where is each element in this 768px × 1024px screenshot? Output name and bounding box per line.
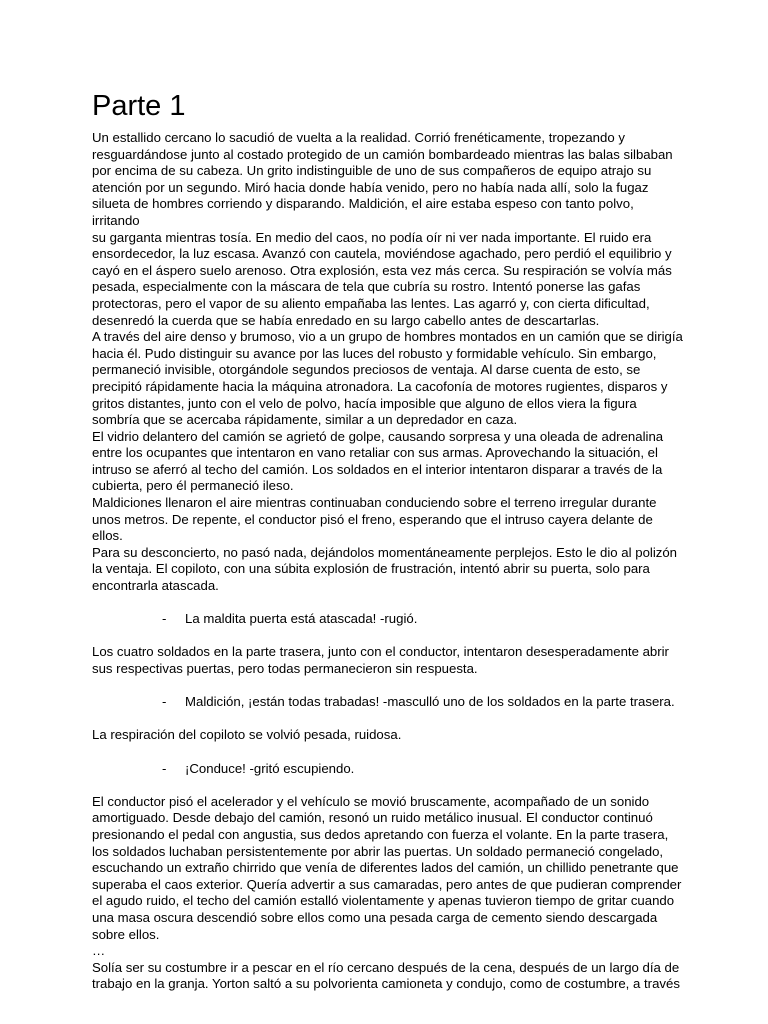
dialog-text-1: La maldita puerta está atascada! -rugió. (185, 611, 418, 627)
paragraph-7: El conductor pisó el acelerador y el vehículo se movió bruscamente, acompañado de un sonido amortiguado. Desde debajo del camión, resonó un ruido metálico inusual. El conductor continuó presionando el pedal con angustia, sus dedos apretando con fuerza el volante. En la parte trasera, los soldados luchaban persistentemente por abrir las puertas. Un soldado permaneció congelado, escuchando un extraño chirrido que venía de diferentes lados del camión, un chillido penetrante que superaba el caos exterior. Quería advertir a sus camaradas, pero antes de que pudieran comprender el agudo ruido, el techo del camión estalló violentamente y apenas tuvieron tiempo de gritar cuando una masa oscura descendió sobre ellos como una pesada carga de cemento siendo descargada sobre ellos. (92, 793, 682, 942)
paragraph-5: Los cuatro soldados en la parte trasera, junto con el conductor, intentaron desesperadamente abrir sus respectivas puertas, pero todas permanecieron sin respuesta. (92, 644, 669, 676)
spacer (92, 628, 684, 645)
dialog-text-2: Maldición, ¡están todas trabadas! -masculló uno de los soldados en la parte trasera. (185, 694, 675, 710)
paragraph-4: Maldiciones llenaron el aire mientras continuaban conduciendo sobre el terreno irregular durante unos metros. De repente, el conductor pisó el freno, esperando que el intruso cayera delante de ellos. Para su desconcierto, no pasó nada, dejándolos momentáneamente perplejos. Esto le dio al polizón la ventaja. El copiloto, con una súbita explosión de frustración, intentó abrir su puerta, solo para encontrarla atascada. (92, 495, 678, 594)
document-body (92, 130, 684, 993)
dialog-dash: - (162, 611, 167, 627)
dialog-dash: - (162, 694, 167, 710)
paragraph-1: Un estallido cercano lo sacudió de vuelta a la realidad. Corrió frenéticamente, tropezando y resguardándose junto al costado protegido de un camión bombardeado mientras las balas silbaban por encima de su cabeza. Un grito indistinguible de uno de sus compañeros de equipo atrajo su atención por un segundo. Miró hacia donde había venido, pero no había nada allí, solo la fugaz silueta de hombres corriendo y disparando. Maldición, el aire estaba espeso con tanto polvo, irritando su garganta mientras tosía. En medio del caos, no podía oír ni ver nada importante. El ruido era ensordecedor, la luz escasa. Avanzó con cautela, moviéndose agachado, pero perdió el equilibrio y cayó en el áspero suelo arenoso. Otra explosión, esta vez más cerca. Su respiración se volvía más pesada, especialmente con la máscara de tela que cubría su rostro. Intentó ponerse las gafas protectoras, pero el vapor de su aliento empañaba las lentes. Las agarró y, con cierta dificultad, desenredó la cuerda que se había enredado en su largo cabello antes de descartarlas. (92, 130, 673, 328)
spacer (92, 777, 684, 794)
paragraph-2: A través del aire denso y brumoso, vio a un grupo de hombres montados en un camión que se dirigía hacia él. Pudo distinguir su avance por las luces del robusto y formidable vehículo. Sin embargo, permaneció invisible, otorgándole segundos preciosos de ventaja. Al darse cuenta de esto, se precipitó rápidamente hacia la máquina atronadora. La cacofonía de motores rugientes, disparos y gritos distantes, junto con el velo de polvo, hacía imposible que alguno de ellos viera la figura sombría que se acercaba rápidamente, similar a un depredador en caza. (92, 329, 683, 428)
paragraph-6: La respiración del copiloto se volvió pesada, ruidosa. (92, 727, 402, 743)
dialog-line-2 (92, 694, 684, 711)
scene-break: … (92, 943, 106, 959)
spacer (92, 678, 684, 695)
dialog-dash: - (162, 760, 167, 776)
spacer (92, 711, 684, 728)
paragraph-8: Solía ser su costumbre ir a pescar en el río cercano después de la cena, después de un largo día de trabajo en la granja. Yorton saltó a su polvorienta camioneta y condujo, como de costumbre, a través (92, 959, 680, 992)
dialog-text-3: ¡Conduce! -gritó escupiendo. (185, 760, 355, 776)
dialog-line-3 (92, 761, 684, 778)
dialog-line-1 (92, 611, 684, 628)
spacer (92, 744, 684, 761)
spacer (92, 595, 684, 612)
paragraph-3: El vidrio delantero del camión se agrietó de golpe, causando sorpresa y una oleada de adrenalina entre los ocupantes que intentaron en vano retaliar con sus armas. Aprovechando la situación, el intruso se aferró al techo del camión. Los soldados en el interior intentaron disparar a través de la cubierta, pero él permaneció ileso. (92, 428, 664, 494)
document-title: Parte 1 (92, 90, 186, 122)
